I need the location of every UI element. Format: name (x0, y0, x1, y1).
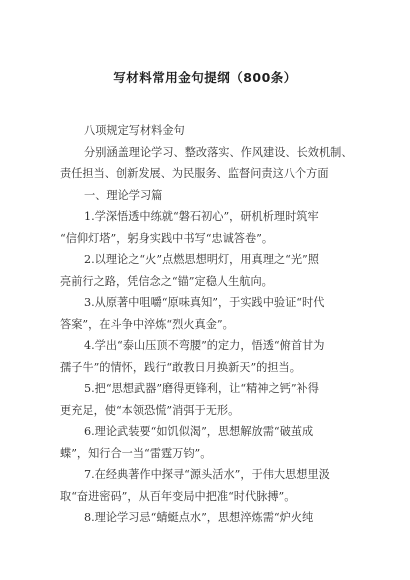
item-first-line: 1.学深悟透中练就“磐石初心”，研机析理时筑牢 (84, 210, 319, 223)
list-item (60, 464, 356, 507)
item-continuation-line: 答案”，在斗争中淬炼“烈火真金”。 (60, 317, 234, 331)
item-continuation-line: 亮前行之路，凭信念之“锚”定稳人生航向。 (60, 274, 273, 288)
item-continuation-line: 更充足，使“本领恐慌”消弭于无形。 (60, 403, 240, 417)
list-item (60, 335, 356, 378)
list-item (60, 292, 356, 335)
document-title: 写材料常用金句提纲（800条） (113, 70, 297, 85)
item-first-line: 2.以理论之“火”点燃思想明灯，用真理之“光”照 (84, 253, 319, 266)
intro-heading: 八项规定写材料金句 (84, 124, 185, 137)
item-first-line: 3.从原著中咀嚼“原味真知”，于实践中验证“时代 (84, 296, 325, 309)
intro-line: 责任担当、创新发展、为民服务、监督问责这八个方面 (60, 167, 329, 180)
list-item (60, 249, 356, 292)
item-continuation-line: 蝶”，知行合一当“雷霆万钧”。 (60, 446, 212, 460)
document-body (60, 120, 356, 529)
item-first-line: 8.理论学习忌“蜻蜓点水”，思想淬炼需“炉火纯 (84, 511, 314, 524)
item-continuation-line: 取“奋进密码”，从百年变局中把准“时代脉搏”。 (60, 489, 296, 503)
list-item (60, 421, 356, 464)
list-item (60, 507, 356, 529)
item-list (60, 206, 356, 529)
item-first-line: 5.把“思想武器”磨得更锋利，让“精神之钙”补得 (84, 382, 319, 395)
item-first-line: 7.在经典著作中探寻“源头活水”，于伟大思想里汲 (84, 468, 330, 481)
item-first-line: 6.理论武装要“如饥似渴”，思想解放需“破茧成 (84, 425, 314, 438)
section-heading: 一、理论学习篇 (84, 188, 163, 202)
list-item (60, 378, 356, 421)
intro-line: 分别涵盖理论学习、整改落实、作风建设、长效机制、 (84, 145, 353, 159)
item-first-line: 4.学出“泰山压顶不弯腰”的定力，悟透“俯首甘为 (84, 339, 325, 352)
item-continuation-line: “信仰灯塔”，躬身实践中书写“忠诚答卷”。 (60, 231, 274, 245)
list-item (60, 206, 356, 249)
item-continuation-line: 孺子牛”的情怀，践行“敢教日月换新天”的担当。 (60, 360, 301, 374)
